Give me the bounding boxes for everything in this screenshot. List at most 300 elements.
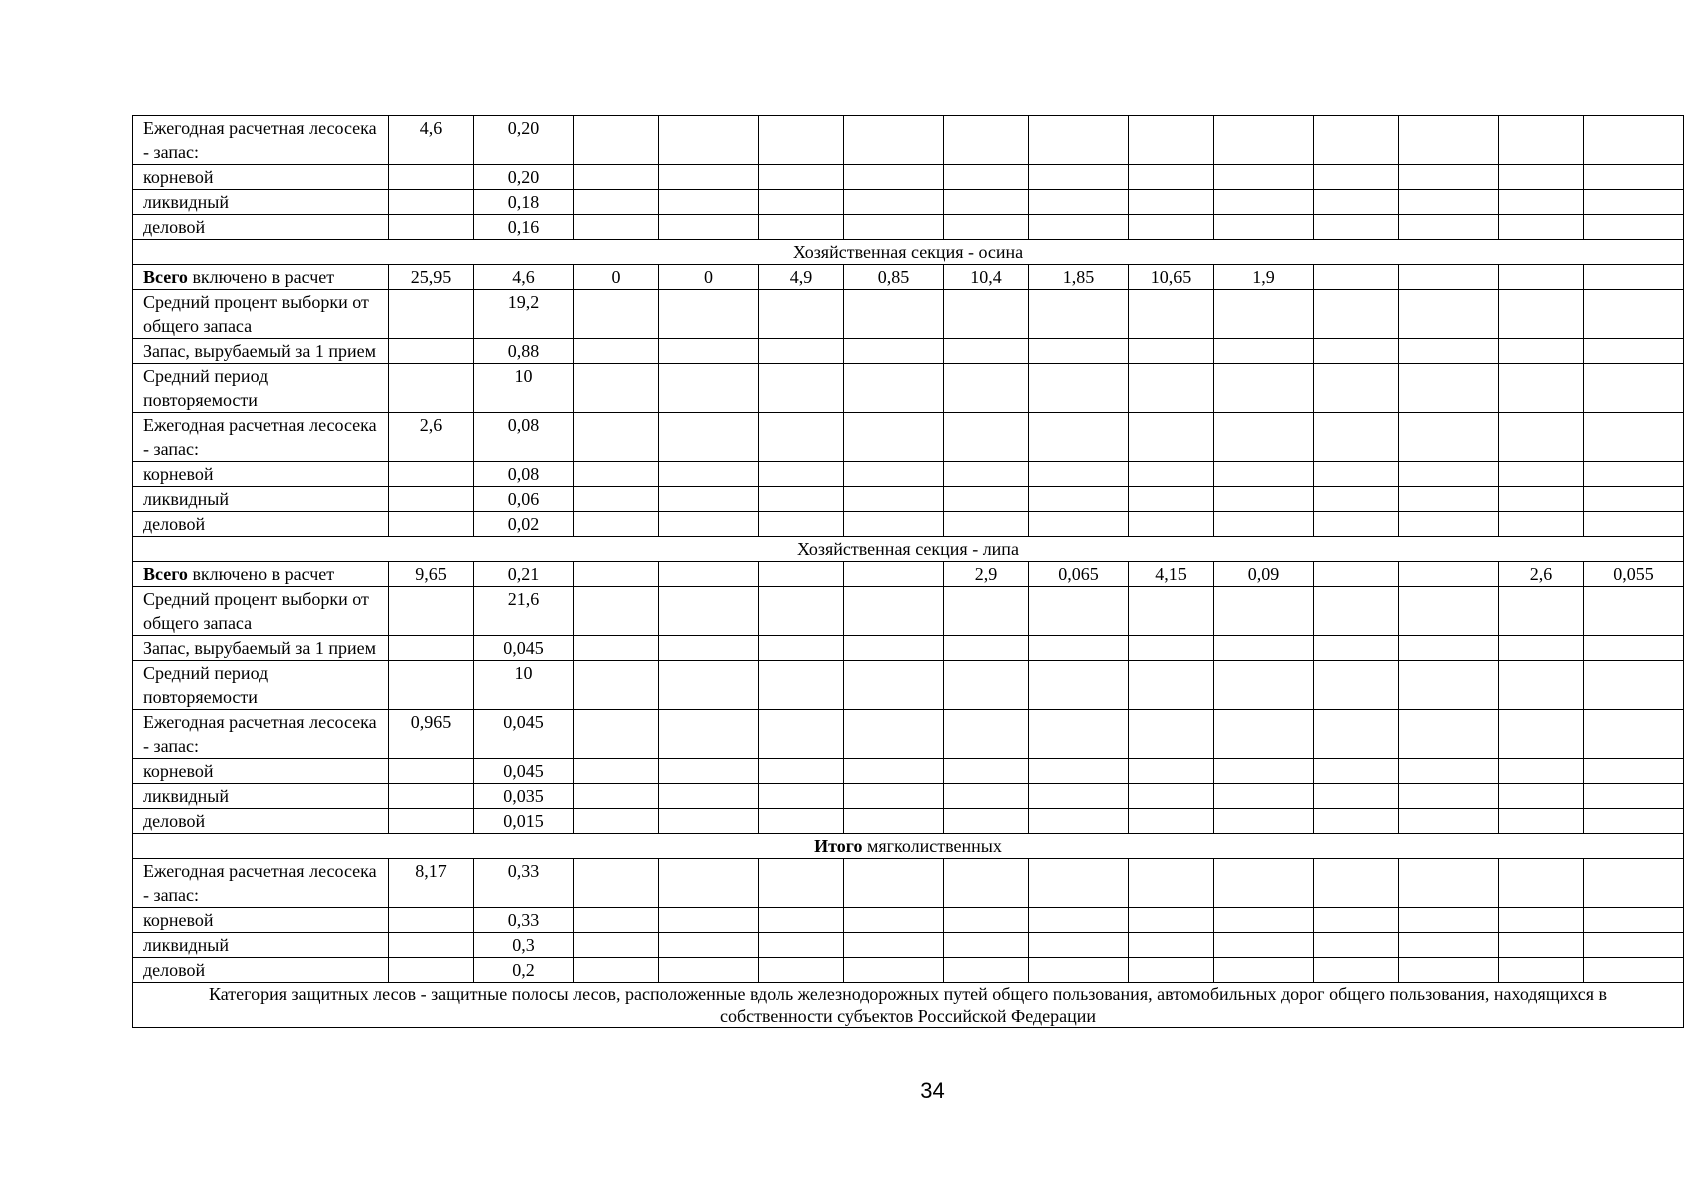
table-cell bbox=[1499, 859, 1584, 908]
table-cell bbox=[659, 809, 759, 834]
table-cell bbox=[759, 759, 844, 784]
table-cell bbox=[759, 413, 844, 462]
table-cell bbox=[1029, 759, 1129, 784]
table-cell: 0,965 bbox=[389, 710, 474, 759]
table-cell bbox=[1129, 636, 1214, 661]
table-cell bbox=[1314, 710, 1399, 759]
table-cell bbox=[574, 215, 659, 240]
row-label: Запас, вырубаемый за 1 прием bbox=[133, 636, 389, 661]
table-cell bbox=[1499, 290, 1584, 339]
table-cell bbox=[1214, 116, 1314, 165]
table-cell bbox=[844, 190, 944, 215]
table-cell bbox=[574, 339, 659, 364]
row-label: ликвидный bbox=[133, 487, 389, 512]
table-cell bbox=[1499, 908, 1584, 933]
table-cell bbox=[659, 462, 759, 487]
table-cell bbox=[944, 759, 1029, 784]
table-cell bbox=[659, 487, 759, 512]
table-cell: 0,20 bbox=[474, 165, 574, 190]
table-cell bbox=[574, 116, 659, 165]
table-cell: 0,20 bbox=[474, 116, 574, 165]
table-cell bbox=[1399, 933, 1499, 958]
table-cell bbox=[759, 958, 844, 983]
table-cell bbox=[1129, 587, 1214, 636]
table-cell bbox=[1314, 958, 1399, 983]
table-cell bbox=[1584, 636, 1684, 661]
table-cell bbox=[944, 809, 1029, 834]
table-cell bbox=[389, 933, 474, 958]
table-cell: 0,08 bbox=[474, 462, 574, 487]
table-cell: 2,6 bbox=[1499, 562, 1584, 587]
table-cell: 0,06 bbox=[474, 487, 574, 512]
table-cell bbox=[1314, 636, 1399, 661]
table-cell bbox=[574, 562, 659, 587]
table-cell bbox=[1129, 190, 1214, 215]
table-cell bbox=[389, 784, 474, 809]
table-row bbox=[133, 116, 1684, 165]
table-row bbox=[133, 413, 1684, 462]
table-cell bbox=[1214, 759, 1314, 784]
protective-forest-category: Категория защитных лесов - защитные полосы лесов, расположенные вдоль железнодорожных путей общего пользования, автомобильных дорог общего пользования, находящихся в собственности субъектов Российской Федерации bbox=[133, 983, 1684, 1028]
table-cell bbox=[1584, 116, 1684, 165]
table-cell bbox=[844, 710, 944, 759]
row-label-text: включено в расчет bbox=[187, 267, 335, 287]
table-cell bbox=[1584, 661, 1684, 710]
table-cell bbox=[574, 784, 659, 809]
table-cell: 0,16 bbox=[474, 215, 574, 240]
table-cell bbox=[1584, 413, 1684, 462]
table-cell bbox=[1399, 512, 1499, 537]
table-cell bbox=[1584, 859, 1684, 908]
row-label: деловой bbox=[133, 215, 389, 240]
table-cell bbox=[1399, 265, 1499, 290]
table-cell bbox=[574, 933, 659, 958]
table-cell bbox=[944, 958, 1029, 983]
table-cell bbox=[1029, 215, 1129, 240]
table-cell bbox=[944, 636, 1029, 661]
table-cell bbox=[1584, 587, 1684, 636]
table-cell bbox=[759, 512, 844, 537]
table-row bbox=[133, 165, 1684, 190]
table-cell bbox=[1499, 784, 1584, 809]
table-cell bbox=[389, 290, 474, 339]
table-cell bbox=[1214, 215, 1314, 240]
table-cell bbox=[1029, 290, 1129, 339]
row-label bbox=[133, 265, 389, 290]
row-label: деловой bbox=[133, 958, 389, 983]
table-cell bbox=[844, 661, 944, 710]
table-cell: 0,02 bbox=[474, 512, 574, 537]
table-cell bbox=[1499, 809, 1584, 834]
table-row bbox=[133, 933, 1684, 958]
table-cell: 8,17 bbox=[389, 859, 474, 908]
table-row bbox=[133, 636, 1684, 661]
table-cell bbox=[659, 339, 759, 364]
table-cell bbox=[574, 512, 659, 537]
table-cell: 0 bbox=[659, 265, 759, 290]
table-row bbox=[133, 290, 1684, 339]
table-cell bbox=[1029, 462, 1129, 487]
table-cell bbox=[944, 413, 1029, 462]
table-cell: 0,065 bbox=[1029, 562, 1129, 587]
table-cell bbox=[759, 215, 844, 240]
table-cell bbox=[759, 587, 844, 636]
table-cell bbox=[1499, 265, 1584, 290]
table-cell bbox=[1029, 784, 1129, 809]
table-row bbox=[133, 512, 1684, 537]
table-cell bbox=[574, 364, 659, 413]
table-cell bbox=[1314, 661, 1399, 710]
row-label: Средний процент выборки от общего запаса bbox=[133, 290, 389, 339]
table-cell bbox=[1399, 462, 1499, 487]
table-cell: 10,4 bbox=[944, 265, 1029, 290]
table-cell bbox=[1129, 116, 1214, 165]
table-cell bbox=[1129, 661, 1214, 710]
table-cell bbox=[759, 562, 844, 587]
table-cell: 21,6 bbox=[474, 587, 574, 636]
table-cell bbox=[1314, 759, 1399, 784]
table-cell bbox=[659, 165, 759, 190]
table-cell bbox=[1129, 859, 1214, 908]
table-cell bbox=[1314, 190, 1399, 215]
table-cell bbox=[659, 759, 759, 784]
table-cell: 0,08 bbox=[474, 413, 574, 462]
table-cell bbox=[1499, 215, 1584, 240]
table-cell: 10 bbox=[474, 661, 574, 710]
footer-row bbox=[133, 983, 1684, 1028]
table-cell bbox=[759, 339, 844, 364]
row-label: Ежегодная расчетная лесосека - запас: bbox=[133, 413, 389, 462]
table-cell bbox=[1499, 958, 1584, 983]
table-cell bbox=[659, 215, 759, 240]
table-cell: 1,85 bbox=[1029, 265, 1129, 290]
table-cell bbox=[1029, 364, 1129, 413]
table-cell bbox=[844, 784, 944, 809]
table-cell bbox=[1499, 462, 1584, 487]
table-cell bbox=[1314, 364, 1399, 413]
table-cell bbox=[759, 364, 844, 413]
table-cell bbox=[1314, 413, 1399, 462]
table-cell bbox=[1214, 165, 1314, 190]
table-cell bbox=[1584, 190, 1684, 215]
row-label-bold: Всего bbox=[143, 267, 188, 287]
table-cell bbox=[1584, 809, 1684, 834]
table-row bbox=[133, 562, 1684, 587]
section-header bbox=[133, 834, 1684, 859]
table-cell bbox=[1029, 512, 1129, 537]
table-row bbox=[133, 908, 1684, 933]
table-cell bbox=[1499, 190, 1584, 215]
table-cell bbox=[1129, 290, 1214, 339]
table-cell bbox=[1029, 636, 1129, 661]
table-cell bbox=[1129, 165, 1214, 190]
table-cell bbox=[1129, 413, 1214, 462]
table-cell bbox=[1029, 710, 1129, 759]
table-cell bbox=[1029, 809, 1129, 834]
table-row bbox=[133, 587, 1684, 636]
row-label: Ежегодная расчетная лесосека - запас: bbox=[133, 116, 389, 165]
table-cell bbox=[1584, 290, 1684, 339]
table-cell bbox=[659, 710, 759, 759]
table-cell: 2,6 bbox=[389, 413, 474, 462]
table-cell bbox=[1214, 710, 1314, 759]
table-cell bbox=[1214, 339, 1314, 364]
table-cell bbox=[944, 587, 1029, 636]
table-cell bbox=[759, 710, 844, 759]
page-number: 34 bbox=[920, 1078, 945, 1103]
table-cell bbox=[659, 562, 759, 587]
table-cell bbox=[1214, 290, 1314, 339]
table-cell bbox=[1029, 958, 1129, 983]
table-cell bbox=[844, 759, 944, 784]
table-cell bbox=[659, 364, 759, 413]
table-cell bbox=[1129, 958, 1214, 983]
table-row bbox=[133, 462, 1684, 487]
table-cell: 19,2 bbox=[474, 290, 574, 339]
table-cell bbox=[1129, 933, 1214, 958]
table-cell bbox=[1129, 809, 1214, 834]
forest-cutting-table bbox=[132, 115, 1684, 1028]
table-cell bbox=[659, 290, 759, 339]
table-cell: 0,045 bbox=[474, 636, 574, 661]
table-cell bbox=[1214, 859, 1314, 908]
table-cell bbox=[574, 290, 659, 339]
table-cell bbox=[1214, 413, 1314, 462]
row-label-text: включено в расчет bbox=[187, 564, 335, 584]
table-cell bbox=[1029, 587, 1129, 636]
table-cell bbox=[844, 859, 944, 908]
row-label: Средний период повторяемости bbox=[133, 661, 389, 710]
table-cell bbox=[574, 462, 659, 487]
table-cell bbox=[1314, 587, 1399, 636]
table-cell bbox=[389, 215, 474, 240]
table-cell bbox=[1399, 859, 1499, 908]
table-cell bbox=[659, 190, 759, 215]
table-cell bbox=[944, 784, 1029, 809]
table-cell bbox=[1584, 908, 1684, 933]
table-cell bbox=[1214, 958, 1314, 983]
table-cell bbox=[1499, 661, 1584, 710]
table-cell bbox=[844, 908, 944, 933]
table-cell bbox=[844, 165, 944, 190]
table-cell bbox=[1214, 661, 1314, 710]
table-cell bbox=[759, 661, 844, 710]
table-cell bbox=[1399, 784, 1499, 809]
table-cell bbox=[1029, 339, 1129, 364]
section-header-row bbox=[133, 240, 1684, 265]
table-cell bbox=[1129, 364, 1214, 413]
table-cell bbox=[389, 759, 474, 784]
table-cell bbox=[1214, 587, 1314, 636]
table-cell bbox=[1399, 908, 1499, 933]
table-cell bbox=[574, 710, 659, 759]
table-cell bbox=[574, 908, 659, 933]
table-cell bbox=[389, 364, 474, 413]
table-cell bbox=[389, 636, 474, 661]
table-cell bbox=[1214, 933, 1314, 958]
table-cell bbox=[1399, 364, 1499, 413]
table-cell bbox=[574, 190, 659, 215]
table-cell bbox=[574, 636, 659, 661]
table-cell: 0,2 bbox=[474, 958, 574, 983]
table-cell bbox=[1499, 364, 1584, 413]
table-cell bbox=[1399, 339, 1499, 364]
row-label: корневой bbox=[133, 759, 389, 784]
table-cell bbox=[759, 116, 844, 165]
table-cell bbox=[574, 809, 659, 834]
row-label: Средний процент выборки от общего запаса bbox=[133, 587, 389, 636]
table-row bbox=[133, 339, 1684, 364]
table-cell bbox=[1129, 759, 1214, 784]
table-cell bbox=[1129, 512, 1214, 537]
table-cell bbox=[1499, 636, 1584, 661]
table-cell bbox=[1399, 190, 1499, 215]
table-body bbox=[133, 116, 1684, 1028]
row-label: Ежегодная расчетная лесосека - запас: bbox=[133, 710, 389, 759]
table-row bbox=[133, 710, 1684, 759]
table-cell bbox=[1399, 562, 1499, 587]
table-cell: 2,9 bbox=[944, 562, 1029, 587]
table-cell bbox=[389, 487, 474, 512]
row-label: ликвидный bbox=[133, 933, 389, 958]
table-cell bbox=[1584, 364, 1684, 413]
table-cell bbox=[1499, 487, 1584, 512]
table-cell bbox=[844, 487, 944, 512]
table-cell bbox=[659, 958, 759, 983]
table-cell bbox=[1399, 661, 1499, 710]
table-cell: 0,09 bbox=[1214, 562, 1314, 587]
table-cell bbox=[1499, 759, 1584, 784]
table-cell bbox=[1214, 784, 1314, 809]
table-cell: 0,21 bbox=[474, 562, 574, 587]
table-cell bbox=[1499, 413, 1584, 462]
table-cell bbox=[1499, 933, 1584, 958]
table-cell bbox=[659, 784, 759, 809]
table-cell bbox=[844, 636, 944, 661]
row-label: Средний период повторяемости bbox=[133, 364, 389, 413]
table-cell bbox=[1584, 339, 1684, 364]
table-cell bbox=[844, 933, 944, 958]
table-cell bbox=[1499, 339, 1584, 364]
table-cell bbox=[759, 784, 844, 809]
table-cell bbox=[1214, 190, 1314, 215]
table-cell: 4,15 bbox=[1129, 562, 1214, 587]
table-row bbox=[133, 190, 1684, 215]
table-cell bbox=[1399, 413, 1499, 462]
table-cell bbox=[759, 190, 844, 215]
table-cell bbox=[1214, 512, 1314, 537]
table-cell bbox=[389, 339, 474, 364]
table-cell bbox=[944, 933, 1029, 958]
table-cell bbox=[659, 636, 759, 661]
table-row bbox=[133, 809, 1684, 834]
table-row bbox=[133, 859, 1684, 908]
table-cell bbox=[944, 215, 1029, 240]
table-cell bbox=[389, 587, 474, 636]
table-row bbox=[133, 661, 1684, 710]
table-cell: 0,045 bbox=[474, 710, 574, 759]
table-cell bbox=[574, 859, 659, 908]
table-cell bbox=[1314, 908, 1399, 933]
table-cell bbox=[1214, 364, 1314, 413]
table-cell bbox=[1499, 116, 1584, 165]
table-cell bbox=[574, 661, 659, 710]
table-cell: 0,3 bbox=[474, 933, 574, 958]
table-cell bbox=[1314, 339, 1399, 364]
table-cell bbox=[574, 165, 659, 190]
table-cell bbox=[1399, 290, 1499, 339]
table-cell bbox=[844, 562, 944, 587]
table-cell bbox=[1029, 487, 1129, 512]
table-cell bbox=[1029, 116, 1129, 165]
table-row bbox=[133, 759, 1684, 784]
table-cell: 1,9 bbox=[1214, 265, 1314, 290]
table-cell bbox=[1399, 487, 1499, 512]
table-cell bbox=[1499, 587, 1584, 636]
table-cell bbox=[389, 190, 474, 215]
table-cell bbox=[1584, 215, 1684, 240]
table-row bbox=[133, 265, 1684, 290]
table-cell bbox=[944, 339, 1029, 364]
row-label: Ежегодная расчетная лесосека - запас: bbox=[133, 859, 389, 908]
table-cell bbox=[844, 339, 944, 364]
table-cell: 10 bbox=[474, 364, 574, 413]
table-cell bbox=[1029, 661, 1129, 710]
table-cell bbox=[944, 165, 1029, 190]
section-header-text: мягколиственных bbox=[862, 836, 1002, 856]
table-cell bbox=[944, 364, 1029, 413]
table-cell bbox=[1314, 215, 1399, 240]
table-cell: 9,65 bbox=[389, 562, 474, 587]
table-cell bbox=[1214, 487, 1314, 512]
table-cell bbox=[1214, 908, 1314, 933]
table-cell bbox=[659, 908, 759, 933]
row-label: корневой bbox=[133, 908, 389, 933]
table-cell bbox=[1214, 462, 1314, 487]
table-cell bbox=[1029, 933, 1129, 958]
table-cell: 25,95 bbox=[389, 265, 474, 290]
table-cell bbox=[844, 512, 944, 537]
table-cell bbox=[1029, 859, 1129, 908]
table-cell bbox=[1314, 462, 1399, 487]
table-row bbox=[133, 487, 1684, 512]
table-cell bbox=[389, 908, 474, 933]
table-cell bbox=[574, 958, 659, 983]
table-cell bbox=[1214, 809, 1314, 834]
table-cell bbox=[1584, 512, 1684, 537]
table-cell bbox=[844, 958, 944, 983]
table-cell bbox=[1499, 710, 1584, 759]
table-cell bbox=[944, 859, 1029, 908]
table-cell bbox=[759, 165, 844, 190]
table-cell bbox=[844, 462, 944, 487]
table-cell bbox=[1029, 908, 1129, 933]
row-label: Запас, вырубаемый за 1 прием bbox=[133, 339, 389, 364]
table-cell bbox=[1399, 587, 1499, 636]
table-cell bbox=[944, 908, 1029, 933]
table-cell bbox=[1029, 413, 1129, 462]
table-cell bbox=[1399, 215, 1499, 240]
table-cell bbox=[1399, 165, 1499, 190]
table-cell bbox=[844, 290, 944, 339]
table-cell bbox=[1584, 958, 1684, 983]
table-cell bbox=[759, 487, 844, 512]
table-cell bbox=[759, 462, 844, 487]
table-cell: 10,65 bbox=[1129, 265, 1214, 290]
table-cell bbox=[844, 587, 944, 636]
table-cell: 0,85 bbox=[844, 265, 944, 290]
table-cell: 0 bbox=[574, 265, 659, 290]
